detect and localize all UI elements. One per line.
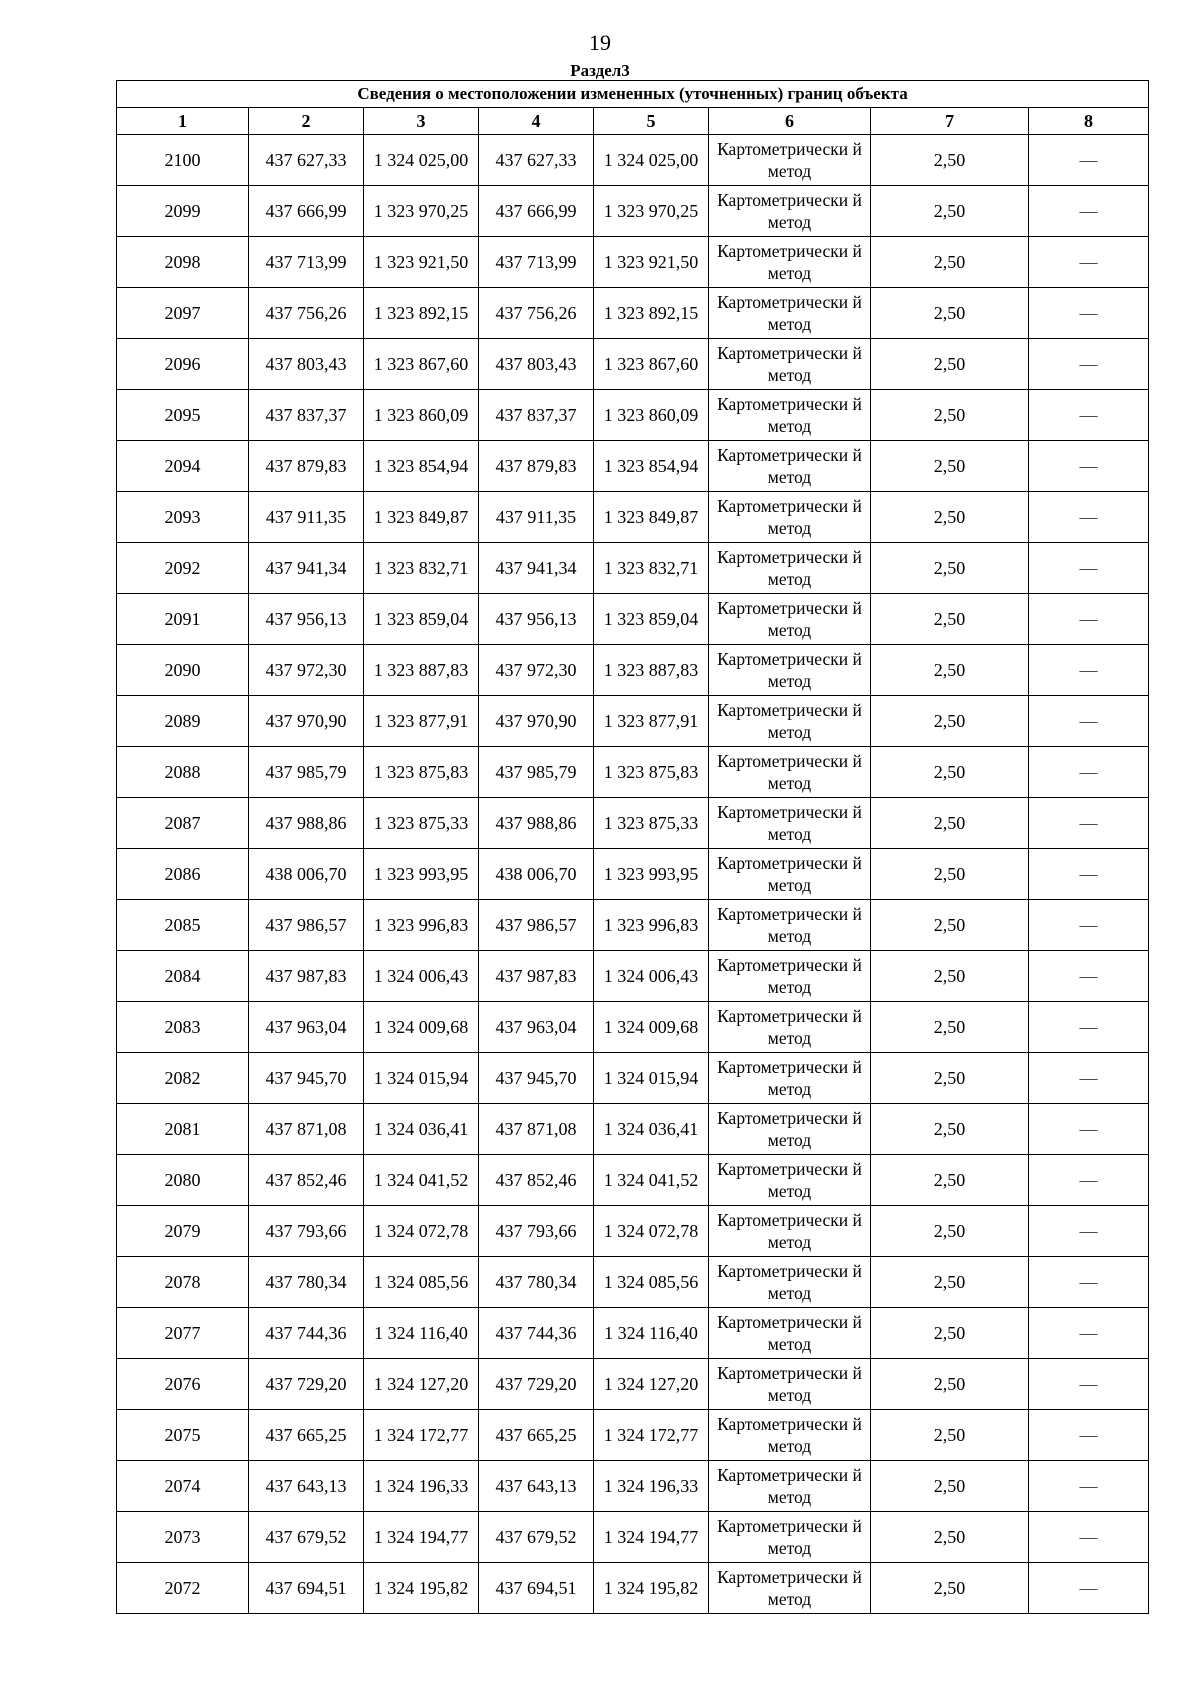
accuracy-cell: 2,50 [871,1002,1029,1053]
description-cell: — [1029,135,1149,186]
method-cell: Картометрически й метод [709,237,871,288]
accuracy-cell: 2,50 [871,1461,1029,1512]
y-old-cell: 1 324 172,77 [364,1410,479,1461]
x-old-cell: 437 665,25 [249,1410,364,1461]
table-row [117,1257,1149,1308]
table-row [117,390,1149,441]
description-cell: — [1029,747,1149,798]
x-new-cell: 437 756,26 [479,288,594,339]
accuracy-cell: 2,50 [871,1359,1029,1410]
accuracy-cell: 2,50 [871,1308,1029,1359]
y-old-cell: 1 323 921,50 [364,237,479,288]
x-new-cell: 437 643,13 [479,1461,594,1512]
table-row [117,849,1149,900]
x-old-cell: 437 988,86 [249,798,364,849]
x-new-cell: 437 793,66 [479,1206,594,1257]
method-cell: Картометрически й метод [709,1053,871,1104]
accuracy-cell: 2,50 [871,390,1029,441]
description-cell: — [1029,441,1149,492]
y-old-cell: 1 324 025,00 [364,135,479,186]
accuracy-cell: 2,50 [871,1155,1029,1206]
x-old-cell: 437 956,13 [249,594,364,645]
table-row [117,1002,1149,1053]
x-old-cell: 437 744,36 [249,1308,364,1359]
x-old-cell: 437 729,20 [249,1359,364,1410]
y-new-cell: 1 323 993,95 [594,849,709,900]
point-number-cell: 2073 [117,1512,249,1563]
x-old-cell: 437 713,99 [249,237,364,288]
table-row [117,1308,1149,1359]
y-new-cell: 1 323 887,83 [594,645,709,696]
y-new-cell: 1 324 196,33 [594,1461,709,1512]
accuracy-cell: 2,50 [871,186,1029,237]
method-cell: Картометрически й метод [709,696,871,747]
table-row [117,288,1149,339]
point-number-cell: 2097 [117,288,249,339]
x-old-cell: 437 694,51 [249,1563,364,1614]
description-cell: — [1029,594,1149,645]
column-number: 2 [249,108,364,135]
x-old-cell: 437 803,43 [249,339,364,390]
point-number-cell: 2082 [117,1053,249,1104]
point-number-cell: 2085 [117,900,249,951]
point-number-cell: 2095 [117,390,249,441]
accuracy-cell: 2,50 [871,135,1029,186]
column-number-row [117,108,1149,135]
table-row [117,135,1149,186]
y-new-cell: 1 323 996,83 [594,900,709,951]
y-old-cell: 1 324 036,41 [364,1104,479,1155]
method-cell: Картометрически й метод [709,135,871,186]
y-old-cell: 1 324 127,20 [364,1359,479,1410]
y-old-cell: 1 323 867,60 [364,339,479,390]
method-cell: Картометрически й метод [709,1410,871,1461]
y-old-cell: 1 323 892,15 [364,288,479,339]
x-new-cell: 438 006,70 [479,849,594,900]
point-number-cell: 2083 [117,1002,249,1053]
method-cell: Картометрически й метод [709,1563,871,1614]
table-row [117,951,1149,1002]
table-row [117,186,1149,237]
y-new-cell: 1 324 172,77 [594,1410,709,1461]
x-old-cell: 437 837,37 [249,390,364,441]
table-row [117,1155,1149,1206]
x-new-cell: 437 911,35 [479,492,594,543]
description-cell: — [1029,1257,1149,1308]
y-old-cell: 1 324 015,94 [364,1053,479,1104]
description-cell: — [1029,798,1149,849]
x-old-cell: 437 871,08 [249,1104,364,1155]
x-old-cell: 437 987,83 [249,951,364,1002]
x-old-cell: 437 852,46 [249,1155,364,1206]
accuracy-cell: 2,50 [871,543,1029,594]
table-row [117,1410,1149,1461]
method-cell: Картометрически й метод [709,186,871,237]
point-number-cell: 2076 [117,1359,249,1410]
y-old-cell: 1 323 877,91 [364,696,479,747]
method-cell: Картометрически й метод [709,1002,871,1053]
description-cell: — [1029,1002,1149,1053]
x-old-cell: 437 679,52 [249,1512,364,1563]
description-cell: — [1029,1512,1149,1563]
point-number-cell: 2099 [117,186,249,237]
description-cell: — [1029,237,1149,288]
method-cell: Картометрически й метод [709,288,871,339]
column-number: 5 [594,108,709,135]
description-cell: — [1029,696,1149,747]
description-cell: — [1029,186,1149,237]
x-new-cell: 437 945,70 [479,1053,594,1104]
description-cell: — [1029,1563,1149,1614]
y-new-cell: 1 323 892,15 [594,288,709,339]
point-number-cell: 2072 [117,1563,249,1614]
column-number: 4 [479,108,594,135]
y-old-cell: 1 323 970,25 [364,186,479,237]
x-new-cell: 437 665,25 [479,1410,594,1461]
x-old-cell: 437 972,30 [249,645,364,696]
accuracy-cell: 2,50 [871,900,1029,951]
y-new-cell: 1 323 832,71 [594,543,709,594]
y-new-cell: 1 323 921,50 [594,237,709,288]
point-number-cell: 2078 [117,1257,249,1308]
point-number-cell: 2091 [117,594,249,645]
y-old-cell: 1 324 194,77 [364,1512,479,1563]
y-new-cell: 1 323 854,94 [594,441,709,492]
x-old-cell: 437 963,04 [249,1002,364,1053]
column-number: 3 [364,108,479,135]
column-number: 6 [709,108,871,135]
description-cell: — [1029,492,1149,543]
x-old-cell: 437 627,33 [249,135,364,186]
description-cell: — [1029,390,1149,441]
x-old-cell: 437 911,35 [249,492,364,543]
table-row [117,645,1149,696]
point-number-cell: 2092 [117,543,249,594]
y-old-cell: 1 324 085,56 [364,1257,479,1308]
x-old-cell: 438 006,70 [249,849,364,900]
table-caption: Сведения о местоположении измененных (уточненных) границ объекта [117,81,1149,108]
method-cell: Картометрически й метод [709,1155,871,1206]
description-cell: — [1029,900,1149,951]
accuracy-cell: 2,50 [871,645,1029,696]
x-old-cell: 437 793,66 [249,1206,364,1257]
y-new-cell: 1 324 015,94 [594,1053,709,1104]
point-number-cell: 2090 [117,645,249,696]
accuracy-cell: 2,50 [871,288,1029,339]
section-title: Раздел3 [570,61,630,80]
description-cell: — [1029,1461,1149,1512]
accuracy-cell: 2,50 [871,798,1029,849]
accuracy-cell: 2,50 [871,951,1029,1002]
point-number-cell: 2094 [117,441,249,492]
point-number-cell: 2079 [117,1206,249,1257]
point-number-cell: 2088 [117,747,249,798]
x-new-cell: 437 987,83 [479,951,594,1002]
y-new-cell: 1 323 970,25 [594,186,709,237]
method-cell: Картометрически й метод [709,1206,871,1257]
point-number-cell: 2100 [117,135,249,186]
x-new-cell: 437 803,43 [479,339,594,390]
method-cell: Картометрически й метод [709,543,871,594]
table-body [117,135,1149,1614]
description-cell: — [1029,1206,1149,1257]
accuracy-cell: 2,50 [871,1410,1029,1461]
y-new-cell: 1 324 009,68 [594,1002,709,1053]
method-cell: Картометрически й метод [709,339,871,390]
table-row [117,441,1149,492]
y-old-cell: 1 323 993,95 [364,849,479,900]
y-new-cell: 1 323 867,60 [594,339,709,390]
accuracy-cell: 2,50 [871,1563,1029,1614]
table-row [117,237,1149,288]
x-new-cell: 437 879,83 [479,441,594,492]
x-new-cell: 437 694,51 [479,1563,594,1614]
description-cell: — [1029,849,1149,900]
table-row [117,747,1149,798]
y-old-cell: 1 323 875,83 [364,747,479,798]
accuracy-cell: 2,50 [871,492,1029,543]
y-new-cell: 1 324 194,77 [594,1512,709,1563]
y-old-cell: 1 323 860,09 [364,390,479,441]
table-row [117,492,1149,543]
y-new-cell: 1 324 041,52 [594,1155,709,1206]
table-row [117,900,1149,951]
y-old-cell: 1 323 859,04 [364,594,479,645]
y-old-cell: 1 324 041,52 [364,1155,479,1206]
x-old-cell: 437 985,79 [249,747,364,798]
x-new-cell: 437 627,33 [479,135,594,186]
y-new-cell: 1 323 860,09 [594,390,709,441]
y-new-cell: 1 324 006,43 [594,951,709,1002]
y-new-cell: 1 324 116,40 [594,1308,709,1359]
table-row [117,1461,1149,1512]
point-number-cell: 2093 [117,492,249,543]
table-row [117,339,1149,390]
y-new-cell: 1 324 127,20 [594,1359,709,1410]
description-cell: — [1029,1104,1149,1155]
page-number: 19 [589,30,611,55]
description-cell: — [1029,1410,1149,1461]
point-number-cell: 2075 [117,1410,249,1461]
description-cell: — [1029,951,1149,1002]
point-number-cell: 2081 [117,1104,249,1155]
description-cell: — [1029,288,1149,339]
x-old-cell: 437 780,34 [249,1257,364,1308]
y-old-cell: 1 324 116,40 [364,1308,479,1359]
y-old-cell: 1 323 849,87 [364,492,479,543]
point-number-cell: 2087 [117,798,249,849]
x-new-cell: 437 988,86 [479,798,594,849]
y-new-cell: 1 323 877,91 [594,696,709,747]
method-cell: Картометрически й метод [709,492,871,543]
x-new-cell: 437 744,36 [479,1308,594,1359]
method-cell: Картометрически й метод [709,1512,871,1563]
method-cell: Картометрически й метод [709,1308,871,1359]
point-number-cell: 2074 [117,1461,249,1512]
point-number-cell: 2086 [117,849,249,900]
x-old-cell: 437 666,99 [249,186,364,237]
accuracy-cell: 2,50 [871,747,1029,798]
method-cell: Картометрически й метод [709,390,871,441]
method-cell: Картометрически й метод [709,1461,871,1512]
table-row [117,594,1149,645]
coordinates-table [116,80,1149,1614]
x-new-cell: 437 956,13 [479,594,594,645]
x-old-cell: 437 970,90 [249,696,364,747]
column-number: 8 [1029,108,1149,135]
table-row [117,1512,1149,1563]
point-number-cell: 2098 [117,237,249,288]
x-old-cell: 437 941,34 [249,543,364,594]
x-new-cell: 437 941,34 [479,543,594,594]
point-number-cell: 2096 [117,339,249,390]
method-cell: Картометрически й метод [709,798,871,849]
point-number-cell: 2089 [117,696,249,747]
table-row [117,1563,1149,1614]
description-cell: — [1029,1308,1149,1359]
x-old-cell: 437 945,70 [249,1053,364,1104]
y-old-cell: 1 324 009,68 [364,1002,479,1053]
table-row [117,543,1149,594]
x-new-cell: 437 679,52 [479,1512,594,1563]
method-cell: Картометрически й метод [709,1257,871,1308]
method-cell: Картометрически й метод [709,645,871,696]
description-cell: — [1029,1155,1149,1206]
y-old-cell: 1 323 996,83 [364,900,479,951]
y-new-cell: 1 324 195,82 [594,1563,709,1614]
x-new-cell: 437 729,20 [479,1359,594,1410]
table-row [117,696,1149,747]
x-new-cell: 437 871,08 [479,1104,594,1155]
accuracy-cell: 2,50 [871,1206,1029,1257]
x-new-cell: 437 780,34 [479,1257,594,1308]
point-number-cell: 2077 [117,1308,249,1359]
point-number-cell: 2080 [117,1155,249,1206]
x-new-cell: 437 963,04 [479,1002,594,1053]
y-old-cell: 1 323 854,94 [364,441,479,492]
accuracy-cell: 2,50 [871,1512,1029,1563]
y-new-cell: 1 324 025,00 [594,135,709,186]
accuracy-cell: 2,50 [871,1257,1029,1308]
table-row [117,1359,1149,1410]
method-cell: Картометрически й метод [709,747,871,798]
y-new-cell: 1 323 859,04 [594,594,709,645]
method-cell: Картометрически й метод [709,1104,871,1155]
y-old-cell: 1 324 196,33 [364,1461,479,1512]
x-new-cell: 437 666,99 [479,186,594,237]
table-row [117,798,1149,849]
x-new-cell: 437 713,99 [479,237,594,288]
method-cell: Картометрически й метод [709,849,871,900]
y-old-cell: 1 324 006,43 [364,951,479,1002]
y-old-cell: 1 323 887,83 [364,645,479,696]
x-new-cell: 437 985,79 [479,747,594,798]
x-new-cell: 437 986,57 [479,900,594,951]
accuracy-cell: 2,50 [871,441,1029,492]
description-cell: — [1029,1053,1149,1104]
method-cell: Картометрически й метод [709,594,871,645]
table-row [117,1053,1149,1104]
y-old-cell: 1 323 832,71 [364,543,479,594]
accuracy-cell: 2,50 [871,594,1029,645]
method-cell: Картометрически й метод [709,441,871,492]
y-new-cell: 1 324 085,56 [594,1257,709,1308]
y-old-cell: 1 324 072,78 [364,1206,479,1257]
column-number: 7 [871,108,1029,135]
accuracy-cell: 2,50 [871,339,1029,390]
y-new-cell: 1 323 875,33 [594,798,709,849]
x-old-cell: 437 879,83 [249,441,364,492]
method-cell: Картометрически й метод [709,900,871,951]
table-row [117,1206,1149,1257]
y-new-cell: 1 323 849,87 [594,492,709,543]
accuracy-cell: 2,50 [871,237,1029,288]
column-number: 1 [117,108,249,135]
y-old-cell: 1 324 195,82 [364,1563,479,1614]
y-new-cell: 1 324 036,41 [594,1104,709,1155]
description-cell: — [1029,1359,1149,1410]
x-old-cell: 437 643,13 [249,1461,364,1512]
x-new-cell: 437 837,37 [479,390,594,441]
accuracy-cell: 2,50 [871,696,1029,747]
method-cell: Картометрически й метод [709,1359,871,1410]
description-cell: — [1029,543,1149,594]
x-new-cell: 437 852,46 [479,1155,594,1206]
x-new-cell: 437 972,30 [479,645,594,696]
x-old-cell: 437 986,57 [249,900,364,951]
y-new-cell: 1 324 072,78 [594,1206,709,1257]
method-cell: Картометрически й метод [709,951,871,1002]
y-old-cell: 1 323 875,33 [364,798,479,849]
point-number-cell: 2084 [117,951,249,1002]
x-new-cell: 437 970,90 [479,696,594,747]
accuracy-cell: 2,50 [871,849,1029,900]
table-row [117,1104,1149,1155]
description-cell: — [1029,339,1149,390]
description-cell: — [1029,645,1149,696]
accuracy-cell: 2,50 [871,1053,1029,1104]
x-old-cell: 437 756,26 [249,288,364,339]
accuracy-cell: 2,50 [871,1104,1029,1155]
y-new-cell: 1 323 875,83 [594,747,709,798]
